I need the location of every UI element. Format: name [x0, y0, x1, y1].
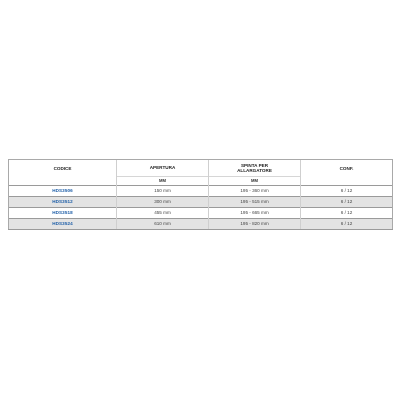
cell-spinta: 195 - 665 mm	[209, 208, 301, 219]
cell-apertura: 455 mm	[117, 208, 209, 219]
cell-codice: HDS3524	[9, 219, 117, 230]
header-apertura: APERTURA	[117, 160, 209, 177]
table-header	[9, 160, 393, 186]
product-spec-table	[8, 159, 393, 230]
unit-conf	[301, 177, 393, 186]
header-conf: CONF.	[301, 160, 393, 177]
table-row	[9, 208, 393, 219]
unit-spinta: MM	[209, 177, 301, 186]
header-spinta	[209, 160, 301, 177]
header-spinta-line2: ALLARGATORE	[237, 168, 272, 173]
cell-apertura: 300 mm	[117, 197, 209, 208]
cell-conf: 6 / 12	[301, 219, 393, 230]
unit-apertura: MM	[117, 177, 209, 186]
cell-apertura: 610 mm	[117, 219, 209, 230]
cell-apertura: 150 mm	[117, 186, 209, 197]
cell-codice: HDS3512	[9, 197, 117, 208]
cell-spinta: 195 - 360 mm	[209, 186, 301, 197]
table-row	[9, 186, 393, 197]
cell-spinta: 195 - 820 mm	[209, 219, 301, 230]
table-row	[9, 197, 393, 208]
table-row	[9, 219, 393, 230]
cell-spinta: 195 - 515 mm	[209, 197, 301, 208]
unit-row	[9, 177, 393, 186]
cell-conf: 6 / 12	[301, 186, 393, 197]
cell-codice: HDS3518	[9, 208, 117, 219]
header-row	[9, 160, 393, 177]
cell-conf: 6 / 12	[301, 197, 393, 208]
unit-codice	[9, 177, 117, 186]
header-spinta-line1: SPINTA PER	[240, 162, 269, 168]
cell-codice: HDS3506	[9, 186, 117, 197]
cell-conf: 6 / 12	[301, 208, 393, 219]
header-codice: CODICE	[9, 160, 117, 177]
table-body	[9, 186, 393, 230]
